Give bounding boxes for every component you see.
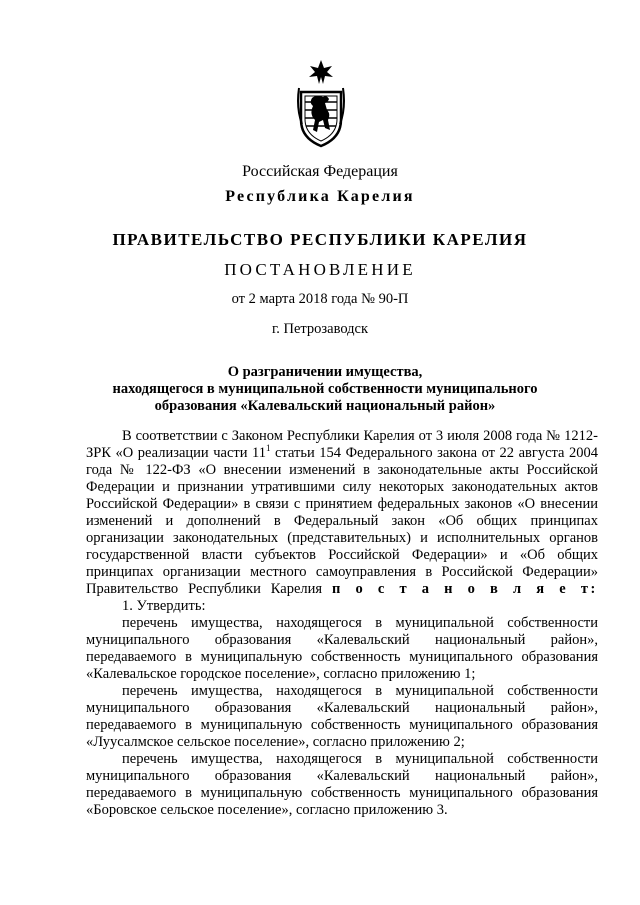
title-line-3: образования «Калевальский национальный район» xyxy=(154,398,496,414)
preamble-text-b: статьи 154 Федерального закона от 22 августа 2004 года № 122-ФЗ «О внесении изменений в законодательные акты Российской Федерации и признании утратившими силу некоторых законодательных актов Российской Федерации» в связи с принятием федеральных законов «О внесении изменений и дополнений в Федеральный закон «Об общих принципах организации законодательных (представительных) и исполнительных органов государственной власти субъектов Российской Федерации» и «Об общих принципах организации местного самоуправления в Российской Федерации» Правительство Республики Карелия xyxy=(86,445,598,597)
decree-word: п о с т а н о в л я е т: xyxy=(332,581,598,597)
item-1-heading: 1. Утвердить: xyxy=(122,598,206,614)
government-heading: ПРАВИТЕЛЬСТВО РЕСПУБЛИКИ КАРЕЛИЯ xyxy=(112,230,528,249)
document-type: ПОСТАНОВЛЕНИЕ xyxy=(224,260,416,279)
list-item: перечень имущества, находящегося в муниципальной собственности муниципального образования «Калевальский национальный район», передаваемого в муниципальную собственность муниципального образования «Луусалмское сельское поселение», согласно приложению 2; xyxy=(86,683,598,750)
superscript-one: 1 xyxy=(265,443,271,453)
coat-of-arms-of-karelia-emblem xyxy=(296,58,346,148)
title-line-1: О разграничении имущества, xyxy=(227,364,423,380)
document-title xyxy=(80,364,570,415)
date-and-number: от 2 марта 2018 года № 90-П xyxy=(231,291,409,307)
republic-name: Республика Карелия xyxy=(225,188,415,205)
list-item: перечень имущества, находящегося в муниципальной собственности муниципального образования «Калевальский национальный район», передаваемого в муниципальную собственность муниципального образования «Боровское сельское поселение», согласно приложению 3. xyxy=(86,751,598,818)
preamble-paragraph xyxy=(86,428,598,598)
list-item: перечень имущества, находящегося в муниципальной собственности муниципального образования «Калевальский национальный район», передаваемого в муниципальную собственность муниципального образования «Калевальское городское поселение», согласно приложению 1; xyxy=(86,615,598,682)
city: г. Петрозаводск xyxy=(271,321,369,337)
preamble-text-a: В соответствии с Законом Республики Карелия от 3 июля 2008 года № 1212-ЗРК «О реализации части 11 xyxy=(86,428,598,461)
title-line-2: находящегося в муниципальной собственности муниципального xyxy=(112,381,538,397)
document-body xyxy=(86,428,598,819)
country-name: Российская Федерация xyxy=(242,163,398,180)
